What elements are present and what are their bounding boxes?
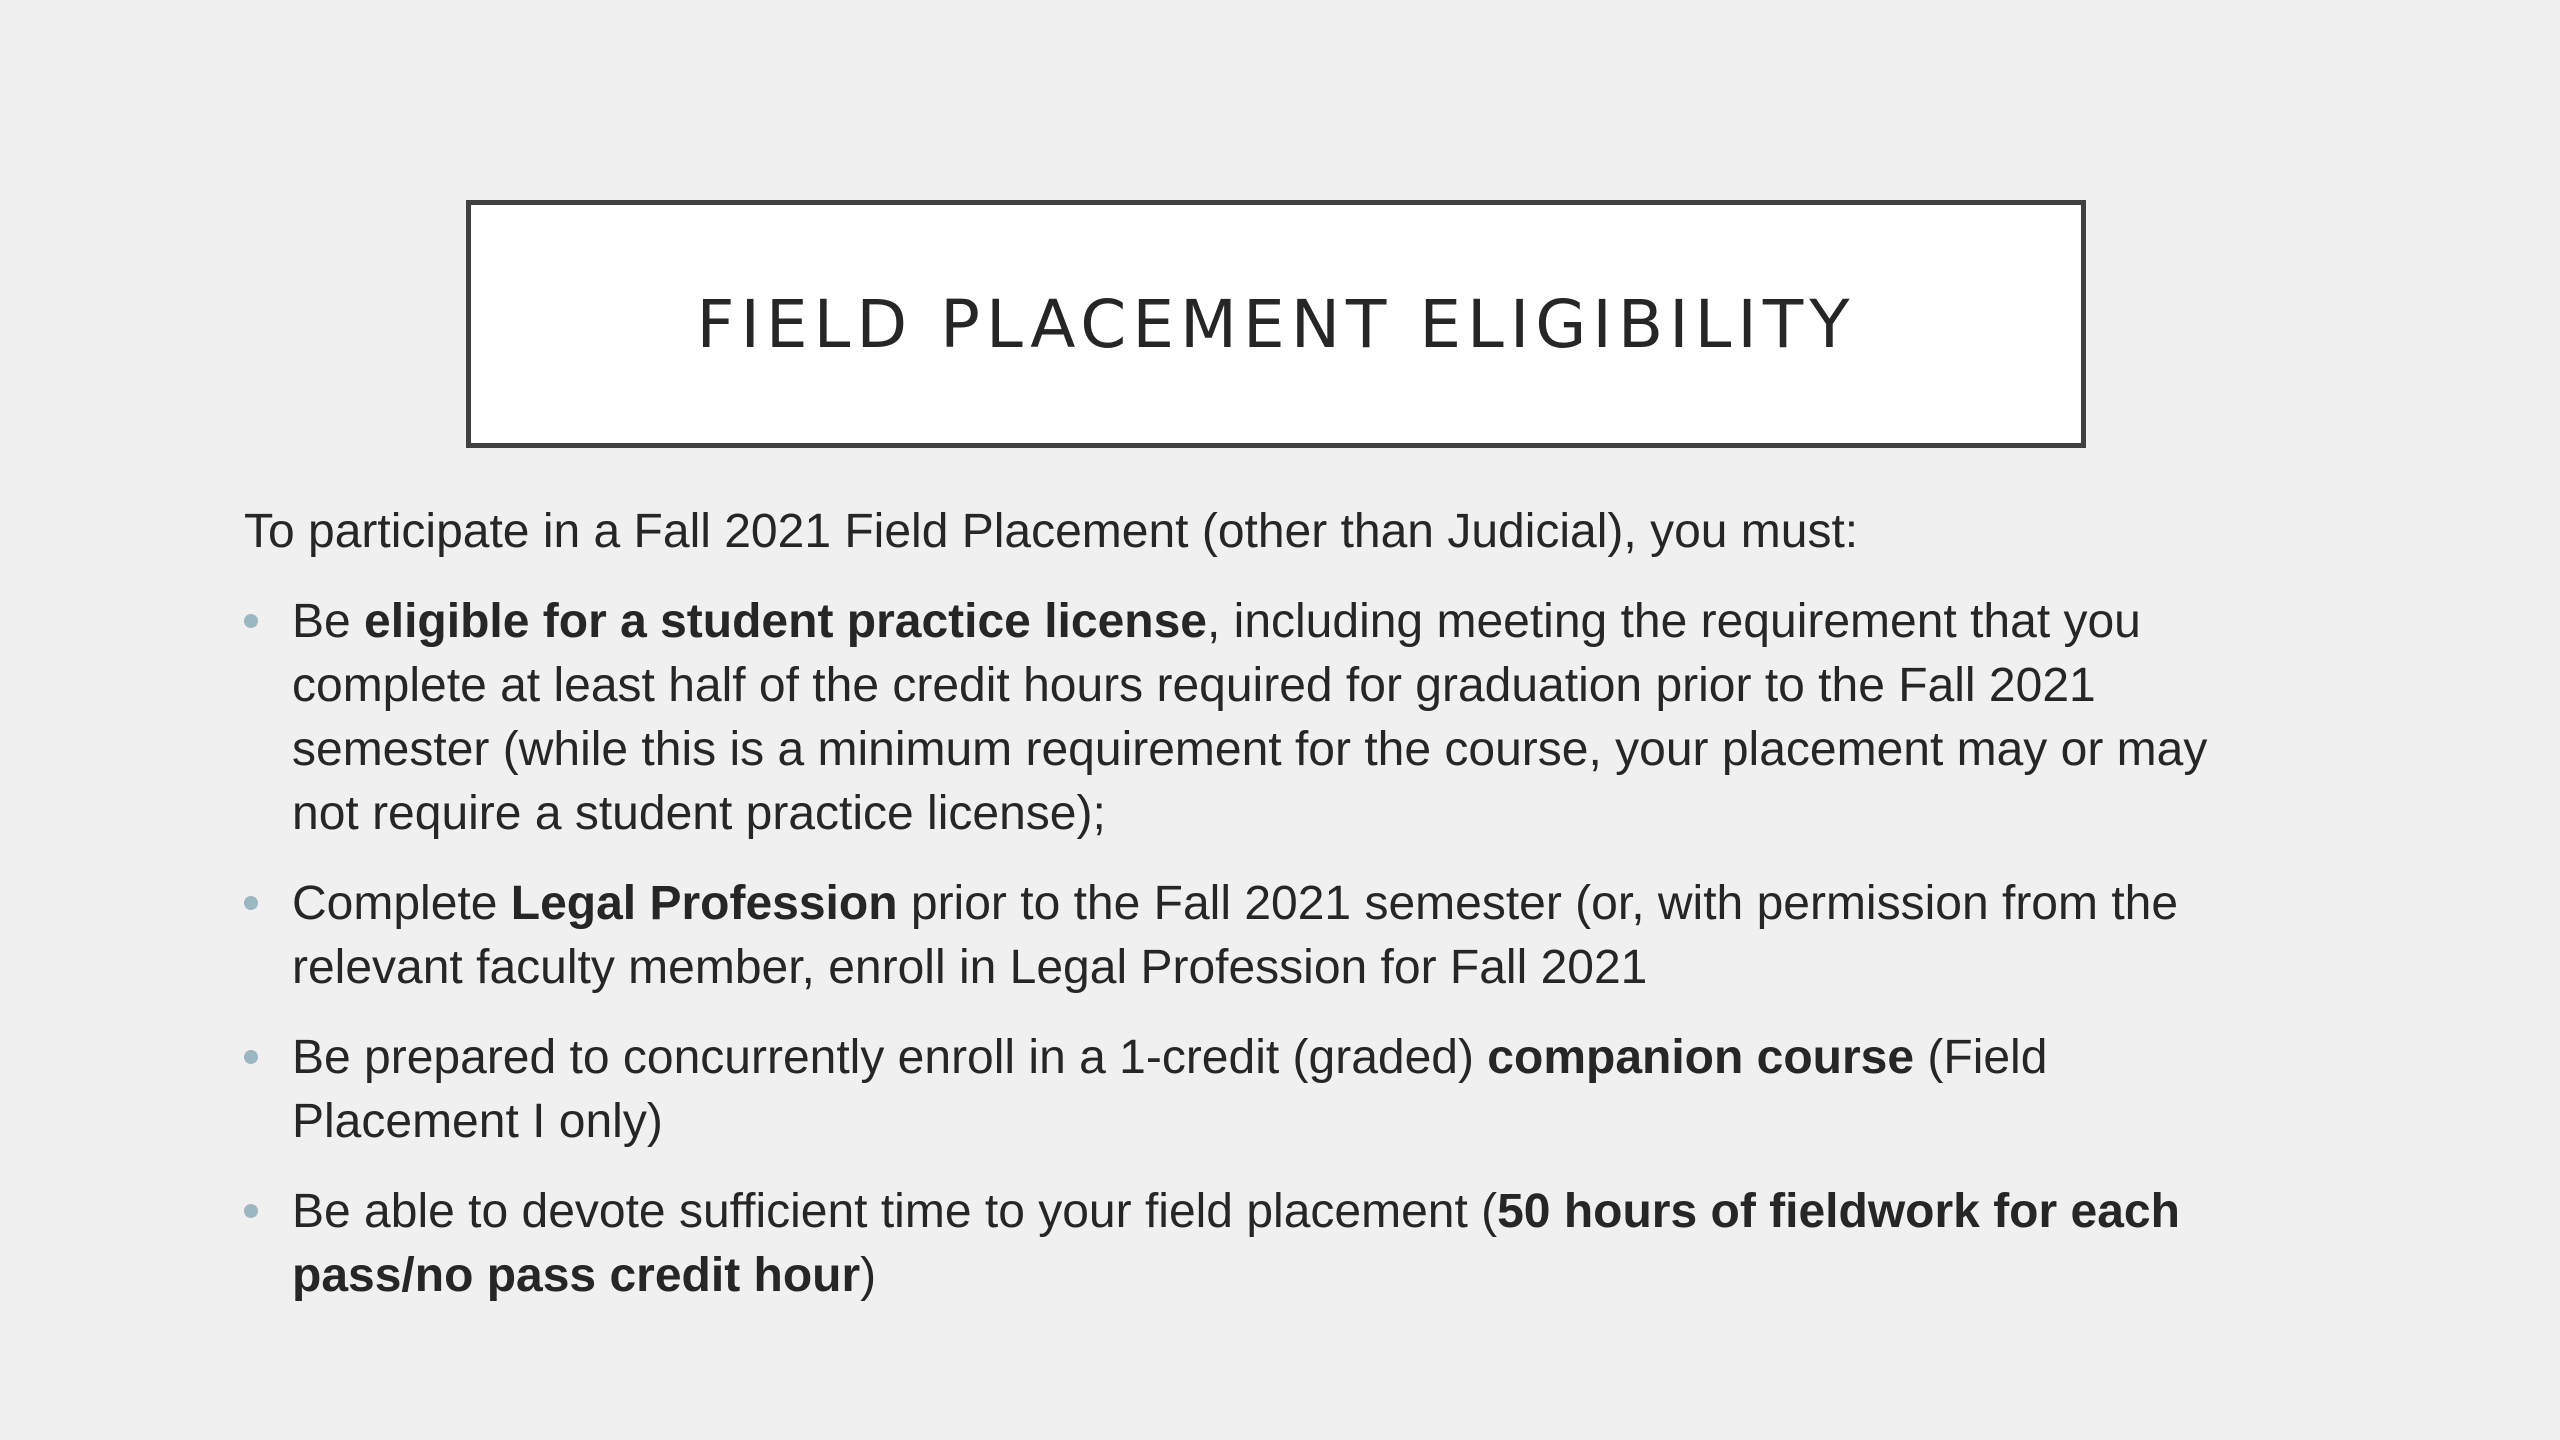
bullet-dot-icon	[244, 614, 258, 628]
slide-title: FIELD PLACEMENT ELIGIBILITY	[696, 285, 1856, 363]
bullet-item-legal-profession	[244, 872, 2284, 1000]
title-box	[466, 200, 2086, 448]
bullet-item-fieldwork-hours	[244, 1180, 2284, 1308]
bullet-item-student-license	[244, 590, 2284, 846]
bullet-dot-icon	[244, 1050, 258, 1064]
bullet-text: Be eligible for a student practice license, including meeting the requirement that you complete at least half of the credit hours required for graduation prior to the Fall 2021 semester (while this is a minimum requirement for the course, your placement may or may not require a student practice license);	[292, 595, 2208, 840]
bullet-dot-icon	[244, 1204, 258, 1218]
bullet-text: Be prepared to concurrently enroll in a 1-credit (graded) companion course (Field Placement I only)	[292, 1031, 2048, 1148]
bullet-list	[244, 590, 2284, 1308]
bullet-item-companion-course	[244, 1026, 2284, 1154]
bullet-text: Complete Legal Profession prior to the Fall 2021 semester (or, with permission from the relevant faculty member, enroll in Legal Profession for Fall 2021	[292, 877, 2179, 994]
slide-body	[244, 500, 2284, 1334]
bullet-text: Be able to devote sufficient time to your field placement (50 hours of fieldwork for each pass/no pass credit hour)	[292, 1185, 2180, 1302]
bullet-dot-icon	[244, 896, 258, 910]
intro-text: To participate in a Fall 2021 Field Placement (other than Judicial), you must:	[244, 505, 1859, 558]
